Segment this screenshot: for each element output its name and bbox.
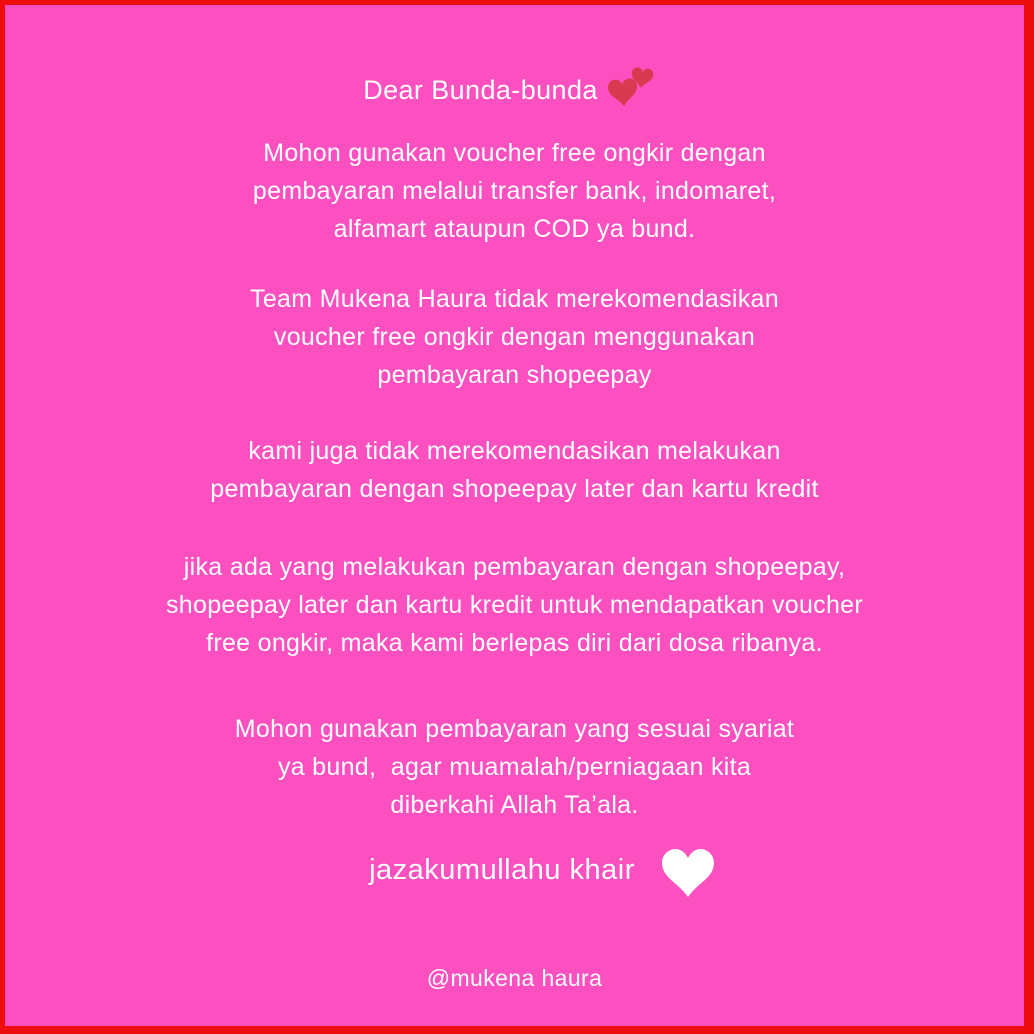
text-line: pembayaran dengan shopeepay later dan kartu kredit	[210, 475, 819, 503]
text-line: jika ada yang melakukan pembayaran dengan shopeepay,	[183, 553, 846, 581]
text-line: free ongkir, maka kami berlepas diri dari dosa ribanya.	[206, 629, 823, 657]
text-line: diberkahi Allah Ta’ala.	[390, 791, 639, 819]
paragraph-team-recommendation	[5, 280, 1024, 394]
paragraph-riba-disclaimer	[5, 548, 1024, 662]
text-line: ya bund, agar muamalah/perniagaan kita	[277, 753, 752, 781]
small-heart-icon	[630, 67, 654, 90]
text-line: voucher free ongkir dengan menggunakan	[273, 323, 756, 351]
paragraph-syariat-request	[5, 710, 1024, 824]
closing-row	[5, 846, 1024, 894]
text-line: Mohon gunakan voucher free ongkir dengan	[263, 139, 766, 167]
text-line: alfamart ataupun COD ya bund.	[333, 215, 696, 243]
text-line: kami juga tidak merekomendasikan melakukan	[248, 437, 781, 465]
white-heart-icon	[661, 849, 715, 897]
text-line: Team Mukena Haura tidak merekomendasikan	[250, 285, 779, 313]
text-line: shopeepay later dan kartu kredit untuk mendapatkan voucher	[165, 591, 863, 619]
account-handle: @mukena haura	[426, 965, 603, 991]
text-line: Mohon gunakan pembayaran yang sesuai syariat	[234, 715, 795, 743]
card-title: Dear Bunda-bunda	[363, 75, 598, 105]
paragraph-voucher-payment	[5, 134, 1024, 248]
paragraph-shopeepay-later	[5, 432, 1024, 508]
card-title-row	[5, 68, 1024, 112]
announcement-card	[5, 5, 1024, 1026]
text-line: pembayaran melalui transfer bank, indomaret,	[252, 177, 777, 205]
closing-text: jazakumullahu khair	[369, 854, 635, 886]
text-line: pembayaran shopeepay	[377, 361, 652, 389]
two-hearts-icon	[608, 68, 678, 112]
